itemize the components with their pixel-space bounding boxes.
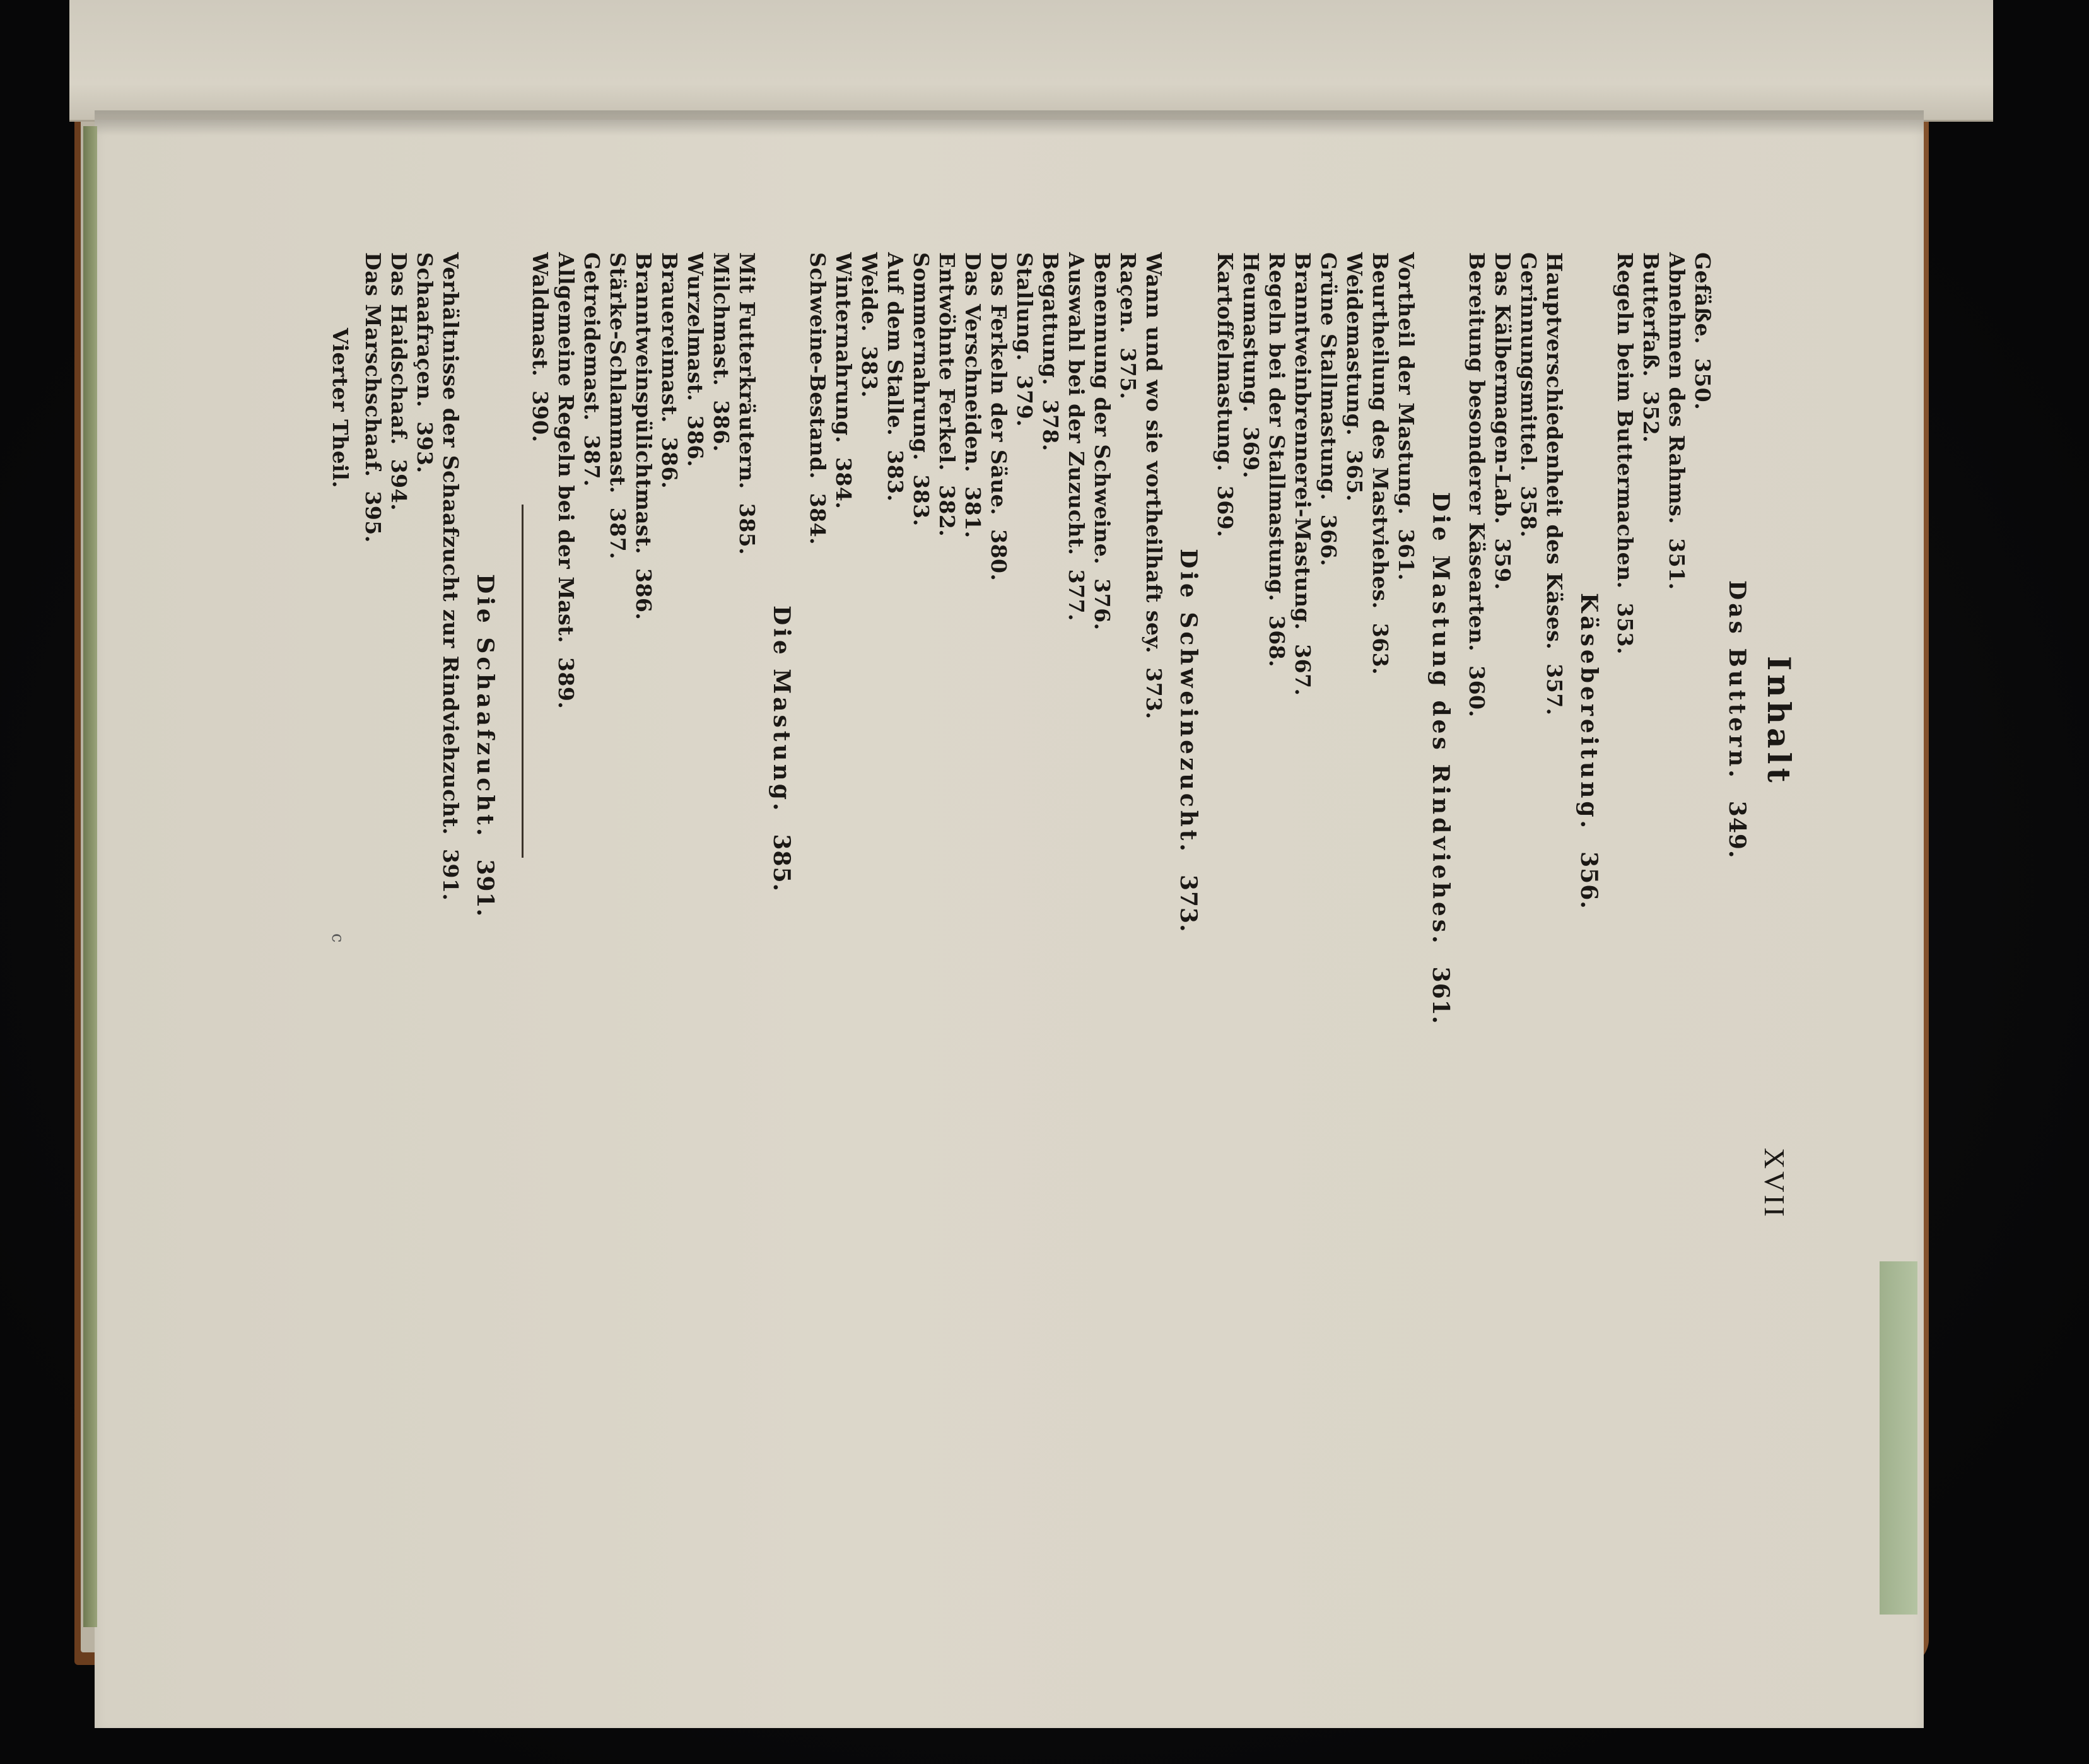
toc-entry-label: Hauptverschiedenheit des Käses.: [1542, 252, 1567, 650]
toc-entry-page: 386.: [631, 568, 656, 621]
toc-entry-page: 365.: [1342, 450, 1367, 502]
toc-entry: [1316, 252, 1342, 1261]
toc-entry-page: 384.: [831, 457, 856, 510]
toc-entry-page: 390.: [528, 390, 553, 443]
toc-entry: [386, 252, 412, 1261]
toc-entry-label: Sommernahrung.: [909, 252, 933, 461]
toc-entry: [438, 252, 464, 1261]
toc-entry-page: 384.: [805, 493, 830, 546]
page-green-corner: [1880, 1261, 1917, 1615]
toc-entry-label: Das Ferkeln der Säue.: [986, 252, 1011, 516]
toc-entry-label: Weide.: [857, 252, 882, 332]
toc-entry-label: Beurtheilung des Mastviehes.: [1368, 252, 1393, 609]
toc-entry: [734, 252, 760, 1261]
toc-entry: [857, 252, 882, 1261]
toc-entry: [908, 252, 934, 1261]
toc-entry-label: Allgemeine Regeln bei der Mast.: [554, 252, 578, 643]
toc-entry: [1342, 252, 1367, 1261]
toc-entry-page: 380.: [986, 529, 1011, 581]
page-number: XVII: [1758, 1148, 1791, 1220]
toc-entry-label: Gefäße.: [1690, 252, 1715, 344]
toc-entry: [1490, 252, 1516, 1261]
toc-entry-page: 359.: [1490, 538, 1515, 590]
toc-entry-page: 389.: [554, 657, 578, 710]
toc-entry-label: Schweine-Bestand.: [805, 252, 830, 479]
facing-page-fold: [69, 0, 1993, 122]
toc-entry-page: 383.: [883, 450, 908, 502]
section-divider: [522, 505, 524, 858]
section-title-schweinezucht: [1175, 549, 1202, 933]
toc-entry-page: 363.: [1368, 622, 1393, 675]
toc-entry-page: 394.: [387, 459, 411, 511]
toc-entry-label: Begattung.: [1038, 252, 1063, 386]
section-title-kaesebereitung: [1576, 593, 1602, 909]
toc-entry-label: Entwöhnte Ferkel.: [935, 252, 959, 471]
toc-entry-label: Vortheil der Mastung.: [1394, 252, 1419, 515]
toc-entry-label: Waldmast.: [528, 252, 553, 377]
toc-entry-page: 391.: [438, 849, 463, 901]
toc-entry: [960, 252, 986, 1261]
toc-entry: [631, 252, 657, 1261]
toc-entry: [1264, 252, 1290, 1261]
toc-entry-label: Regeln beim Buttermachen.: [1613, 252, 1637, 589]
toc-entry-label: Getreidemast.: [580, 252, 604, 421]
toc-entry-label: Schaafraçen.: [413, 252, 437, 408]
section-page-number: 385.: [768, 834, 795, 892]
section-title-buttern: [1724, 580, 1750, 858]
toc-entry-page: 369.: [1239, 426, 1263, 479]
toc-entry-page: 361.: [1394, 529, 1419, 581]
toc-entry-label: Das Verschneiden.: [961, 252, 985, 473]
rotated-text-block: [240, 252, 1817, 1261]
toc-entry: [882, 252, 908, 1261]
toc-entry: [360, 252, 386, 1261]
toc-entry: [527, 252, 553, 1261]
toc-entry-page: 366.: [1316, 514, 1341, 567]
toc-entry-page: 382.: [935, 484, 959, 537]
toc-entry-page: 393.: [413, 421, 437, 474]
toc-entry-label: Weidemastung.: [1342, 252, 1367, 436]
toc-entry-page: 351.: [1665, 538, 1689, 590]
toc-entry-label: Stallung.: [1012, 252, 1037, 361]
toc-entry-page: 358.: [1516, 486, 1541, 538]
table-of-contents: [240, 252, 1817, 1261]
toc-entry-page: 360.: [1465, 665, 1489, 718]
toc-entry: [986, 252, 1012, 1261]
toc-entry-page: 387.: [606, 507, 630, 560]
toc-entry-label: Brauereimast.: [657, 252, 682, 423]
spine-shadow: [95, 110, 1924, 136]
toc-entry: [708, 252, 734, 1261]
section-page-number: 391.: [472, 859, 498, 918]
toc-entry-label: Gerinnungsmittel.: [1516, 252, 1541, 472]
toc-entry-page: 383.: [909, 474, 933, 527]
toc-entry-page: 350.: [1690, 358, 1715, 411]
section-title-text: Die Mastung des Rindviehes.: [1427, 492, 1454, 947]
toc-entry: [605, 252, 631, 1261]
toc-entry: [1012, 252, 1038, 1261]
toc-entry-label: Wurzelmast.: [683, 252, 708, 402]
toc-entry-label: Branntweinbrennerei-Mastung.: [1290, 252, 1315, 631]
toc-entry-label: Regeln bei der Stallmastung.: [1265, 252, 1289, 602]
section-title-mastung: [768, 605, 795, 892]
section-title-schaafzucht: [472, 574, 498, 917]
toc-entry: [1664, 252, 1690, 1261]
toc-entry-page: 353.: [1613, 602, 1637, 655]
toc-entry-label: Das Kälbermagen-Lab.: [1490, 252, 1515, 525]
toc-entry-page: 383.: [857, 346, 882, 398]
section-entries-buttern: [1612, 252, 1716, 1261]
section-entries-mastung: [527, 252, 760, 1261]
section-title-text: Käsebereitung.: [1576, 593, 1602, 832]
toc-entry: [657, 252, 682, 1261]
toc-entry-label: Stärke-Schlammast.: [606, 252, 630, 494]
section-title-text: Die Schaafzucht.: [472, 574, 498, 839]
toc-entry: [934, 252, 960, 1261]
toc-entry-page: 369.: [1213, 485, 1238, 538]
toc-entry-label: Das Marschschaaf.: [361, 252, 385, 477]
toc-entry: [1516, 252, 1542, 1261]
toc-entry-label: Wann und wo sie vortheilhaft sey.: [1142, 252, 1166, 654]
section-title-text: Das Buttern.: [1724, 580, 1750, 781]
toc-entry-label: Das Haidschaaf.: [387, 252, 411, 445]
toc-entry-page: 386.: [709, 400, 734, 452]
toc-entry-label: Winternahrung.: [831, 252, 856, 443]
toc-entry-label: Mit Futterkräutern.: [735, 252, 759, 489]
toc-entry-label: Verhältnisse der Schaafzucht zur Rindviehzucht.: [438, 252, 463, 836]
toc-entry: [1638, 252, 1664, 1261]
toc-entry-page: 386.: [683, 415, 708, 467]
part-label: Vierter Theil.: [328, 328, 353, 489]
toc-entry-page: 379.: [1012, 375, 1037, 427]
toc-entry-page: 367.: [1290, 644, 1315, 696]
toc-entry-page: 376.: [1090, 578, 1115, 631]
toc-entry-label: Auf dem Stalle.: [883, 252, 908, 436]
section-title-mastung-rindvieh: [1427, 492, 1454, 1024]
toc-entry-page: 373.: [1142, 667, 1166, 720]
toc-entry-label: Milchmast.: [709, 252, 734, 387]
toc-entry: [1367, 252, 1393, 1261]
toc-entry: [1542, 252, 1567, 1261]
section-entries-mastung-rindvieh: [1212, 252, 1419, 1261]
toc-entry: [1212, 252, 1238, 1261]
toc-entry: [1612, 252, 1638, 1261]
toc-entry: [1464, 252, 1490, 1261]
toc-entry-page: 378.: [1038, 399, 1063, 452]
toc-entry: [1038, 252, 1063, 1261]
toc-entry-label: Raçen.: [1116, 252, 1140, 334]
section-page-number: 373.: [1175, 874, 1202, 933]
toc-entry-label: Benennung der Schweine.: [1090, 252, 1115, 565]
toc-entry-label: Auswahl bei der Zuzucht.: [1064, 252, 1089, 556]
toc-entry-page: 377.: [1064, 569, 1089, 622]
toc-entry: [1238, 252, 1264, 1261]
toc-entry: [1690, 252, 1716, 1261]
toc-entry-page: 375.: [1116, 348, 1140, 400]
toc-entry: [579, 252, 605, 1261]
toc-entry-label: Branntweinspülichtmast.: [631, 252, 656, 554]
page-green-edge: [83, 126, 97, 1627]
section-title-text: Die Schweinezucht.: [1175, 549, 1202, 855]
toc-entry-label: Grüne Stallmastung.: [1316, 252, 1341, 501]
section-page-number: 349.: [1724, 800, 1750, 859]
section-title-text: Die Mastung.: [768, 605, 795, 814]
toc-entry-page: 357.: [1542, 663, 1567, 716]
section-entries-schaafzucht: [360, 252, 464, 1261]
section-entries-kaesebereitung: [1464, 252, 1567, 1261]
toc-entry: [1290, 252, 1316, 1261]
toc-entry-page: 381.: [961, 486, 985, 539]
toc-entry-page: 387.: [580, 435, 604, 487]
toc-entry: [1089, 252, 1115, 1261]
toc-entry-label: Kartoffelmastung.: [1213, 252, 1238, 472]
section-page-number: 356.: [1576, 851, 1602, 909]
section-entries-schweinezucht: [805, 252, 1167, 1261]
toc-entry-page: 352.: [1639, 390, 1663, 443]
toc-entry-page: 368.: [1265, 615, 1289, 668]
signature-mark: c: [328, 933, 347, 943]
toc-entry: [1393, 252, 1419, 1261]
toc-entry-label: Heumastung.: [1239, 252, 1263, 413]
section-page-number: 361.: [1427, 966, 1454, 1025]
toc-entry: [831, 252, 857, 1261]
toc-entry: [553, 252, 579, 1261]
toc-entry-label: Bereitung besonderer Käsearten.: [1465, 252, 1489, 652]
toc-entry-page: 386.: [657, 436, 682, 489]
toc-entry-page: 385.: [735, 503, 759, 556]
toc-entry-label: Butterfaß.: [1639, 252, 1663, 377]
page-header: Inhalt: [1760, 656, 1798, 786]
toc-entry-label: Abnehmen des Rahms.: [1665, 252, 1689, 525]
toc-entry: [805, 252, 831, 1261]
toc-entry: [1063, 252, 1089, 1261]
toc-entry: [1141, 252, 1167, 1261]
toc-entry: [682, 252, 708, 1261]
toc-entry: [1115, 252, 1141, 1261]
toc-entry: [412, 252, 438, 1261]
toc-entry-page: 395.: [361, 491, 385, 543]
